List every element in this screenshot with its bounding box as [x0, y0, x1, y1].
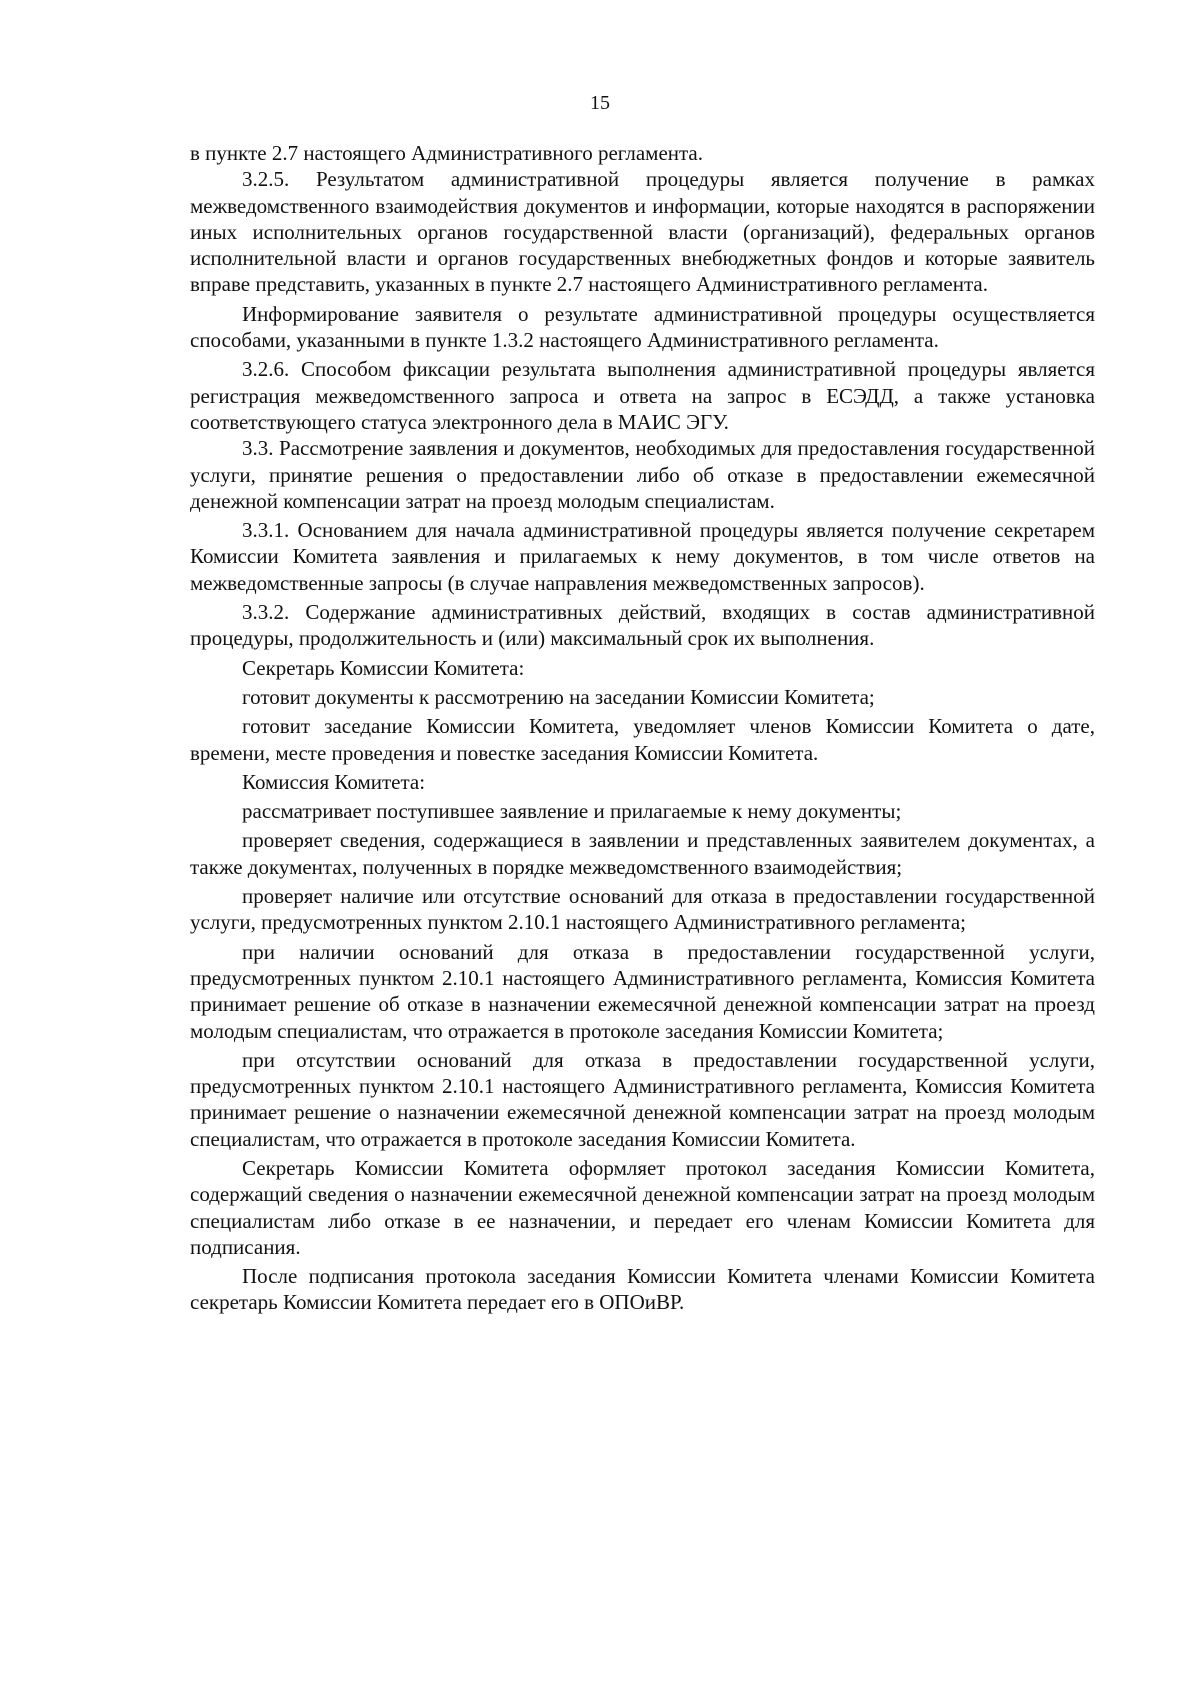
paragraph: 3.3.2. Содержание административных действий, входящих в состав административной процедуры, продолжительность и (или) максимальный срок их выполнения. — [190, 600, 1095, 651]
paragraph: проверяет наличие или отсутствие оснований для отказа в предоставлении государственной услуги, предусмотренных пунктом 2.10.1 настоящего Административного регламента; — [190, 884, 1095, 935]
paragraph: готовит заседание Комиссии Комитета, уведомляет членов Комиссии Комитета о дате, времени, месте проведения и повестке заседания Комиссии Комитета. — [190, 714, 1095, 765]
paragraph: 3.2.6. Способом фиксации результата выполнения административной процедуры является регистрация межведомственного запроса и ответа на запрос в ЕСЭДД, а также установка соответствующего статуса электронного дела в МАИС ЭГУ. — [190, 357, 1095, 434]
paragraph: проверяет сведения, содержащиеся в заявлении и представленных заявителем документах, а также документах, полученных в порядке межведомственного взаимодействия; — [190, 828, 1095, 879]
paragraph: при наличии оснований для отказа в предоставлении государственной услуги, предусмотренных пунктом 2.10.1 настоящего Административного регламента, Комиссия Комитета принимает решение об отказе в назначении ежемесячной денежной компенсации затрат на проезд молодым специалистам, что отражается в протоколе заседания Комиссии Комитета; — [190, 939, 1095, 1043]
paragraph: 3.3. Рассмотрение заявления и документов, необходимых для предоставления государственной услуги, принятие решения о предоставлении либо об отказе в предоставлении ежемесячной денежной компенсации затрат на проезд молодым специалистам. — [190, 436, 1095, 513]
paragraph: готовит документы к рассмотрению на заседании Комиссии Комитета; — [242, 684, 875, 709]
paragraph: рассматривает поступившее заявление и прилагаемые к нему документы; — [242, 799, 902, 824]
paragraph: Информирование заявителя о результате административной процедуры осуществляется способами, указанными в пункте 1.3.2 настоящего Административного регламента. — [190, 301, 1095, 353]
paragraph: 3.3.1. Основанием для начала административной процедуры является получение секретарем Комиссии Комитета заявления и прилагаемых к нему документов, в том числе ответов на межведомственные запросы (в случае направления межведомственных запросов). — [190, 518, 1095, 595]
paragraph: Комиссия Комитета: — [242, 769, 426, 794]
paragraph: в пункте 2.7 настоящего Административного регламента. — [190, 141, 704, 165]
paragraph: 3.2.5. Результатом административной процедуры является получение в рамках межведомственного взаимодействия документов и информации, которые находятся в распоряжении иных исполнительных органов государственной власти (организаций), федеральных органов исполнительной власти и органов государственных внебюджетных фондов и которые заявитель вправе представить, указанных в пункте 2.7 настоящего Административного регламента. — [190, 167, 1095, 297]
paragraph: Секретарь Комиссии Комитета оформляет протокол заседания Комиссии Комитета, содержащий сведения о назначении ежемесячной денежной компенсации затрат на проезд молодым специалистам либо отказе в ее назначении, и передает его членам Комиссии Комитета для подписания. — [190, 1155, 1095, 1259]
document-body — [190, 140, 1095, 1316]
paragraph: Секретарь Комиссии Комитета: — [242, 655, 525, 680]
paragraph: После подписания протокола заседания Комиссии Комитета членами Комиссии Комитета секретарь Комиссии Комитета передает его в ОПОиВР. — [190, 1264, 1095, 1315]
page-number: 15 — [590, 92, 610, 114]
paragraph: при отсутствии оснований для отказа в предоставлении государственной услуги, предусмотренных пунктом 2.10.1 настоящего Административного регламента, Комиссия Комитета принимает решение о назначении ежемесячной денежной компенсации затрат на проезд молодым специалистам, что отражается в протоколе заседания Комиссии Комитета. — [190, 1047, 1095, 1151]
